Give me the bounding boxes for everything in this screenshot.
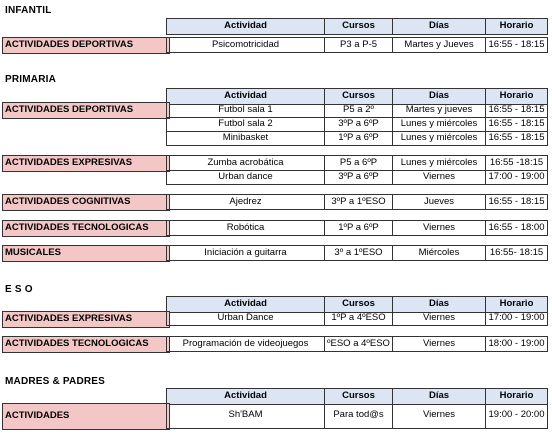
section-title-madres-padres: MADRES & PADRES xyxy=(5,376,106,387)
header-schedule: Horario xyxy=(486,89,548,104)
cell-courses: 3º a 1ºESO xyxy=(325,246,393,260)
header-activity: Actividad xyxy=(167,297,325,312)
table-row xyxy=(166,194,548,210)
cell-days: Lunes y miércoles xyxy=(393,131,486,145)
cell-days: Viernes xyxy=(393,221,486,235)
section-title-eso: E S O xyxy=(5,284,33,295)
table-row xyxy=(166,403,548,429)
category-label: MUSICALES xyxy=(2,245,170,262)
category-label: ACTIVIDADES COGNITIVAS xyxy=(2,194,170,211)
table-row xyxy=(166,220,548,236)
table-row xyxy=(166,117,548,132)
category-label: ACTIVIDADES DEPORTIVAS xyxy=(2,102,170,119)
cell-activity: Zumba acrobática xyxy=(167,156,325,170)
cell-activity: Urban dance xyxy=(167,170,325,184)
header-days: Días xyxy=(393,19,486,34)
table-row xyxy=(166,103,548,118)
header-courses: Cursos xyxy=(325,389,393,404)
cell-activity: Psicomotricidad xyxy=(167,38,325,52)
header-courses: Cursos xyxy=(325,297,393,312)
cell-time: 19:00 - 20:00 xyxy=(486,403,548,428)
cell-time: 16:55 - 18:15 xyxy=(486,117,548,131)
table-row xyxy=(166,245,548,261)
cell-activity: Futbol sala 2 xyxy=(167,117,325,131)
category-label: ACTIVIDADES EXPRESIVAS xyxy=(2,155,170,172)
cell-activity: Iniciación a guitarra xyxy=(167,246,325,260)
section-title-infantil: INFANTIL xyxy=(5,5,52,16)
cell-courses: ºESO a 4ºESO xyxy=(325,337,393,351)
cell-time: 16:55- 18:15 xyxy=(486,246,548,260)
cell-courses: 1ºP a 6ºP xyxy=(325,221,393,235)
header-days: Días xyxy=(393,297,486,312)
header-schedule: Horario xyxy=(486,297,548,312)
table-row xyxy=(166,336,548,352)
cell-activity: Robótica xyxy=(167,221,325,235)
table-row xyxy=(166,170,548,185)
table-row xyxy=(166,131,548,146)
header-activity: Actividad xyxy=(167,89,325,104)
header-courses: Cursos xyxy=(325,19,393,34)
cell-time: 18:00 - 19:00 xyxy=(486,337,548,351)
cell-days: Viernes xyxy=(393,170,486,184)
table-header xyxy=(166,18,548,35)
cell-time: 16:55 - 18:15 xyxy=(486,38,548,52)
cell-time: 16:55 - 18:00 xyxy=(486,221,548,235)
cell-time: 17:00 - 19:00 xyxy=(486,311,548,325)
section-title-primaria: PRIMARIA xyxy=(5,74,57,85)
table-row xyxy=(166,311,548,326)
category-label: ACTIVIDADES TECNOLOGICAS xyxy=(2,220,170,237)
cell-courses: Para tod@s xyxy=(325,403,393,428)
cell-courses: P3 a P-5 xyxy=(325,38,393,52)
cell-courses: P5 a 2º xyxy=(325,103,393,117)
cell-courses: 3ºP a 6ºP xyxy=(325,170,393,184)
header-schedule: Horario xyxy=(486,389,548,404)
cell-courses: 1ºP a 6ºP xyxy=(325,131,393,145)
cell-activity: Urban Dance xyxy=(167,311,325,325)
category-label: ACTIVIDADES xyxy=(2,403,170,430)
header-activity: Actividad xyxy=(167,389,325,404)
cell-days: Martes y Jueves xyxy=(393,38,486,52)
table-row xyxy=(166,155,548,171)
cell-days: Viernes xyxy=(393,337,486,351)
cell-courses: 3ºP a 1ºESO xyxy=(325,195,393,209)
header-schedule: Horario xyxy=(486,19,548,34)
header-days: Días xyxy=(393,89,486,104)
table-row xyxy=(166,37,548,53)
cell-time: 17:00 - 19:00 xyxy=(486,170,548,184)
cell-time: 16:55 - 18:15 xyxy=(486,131,548,145)
cell-activity: Sh'BAM xyxy=(167,403,325,428)
category-label: ACTIVIDADES EXPRESIVAS xyxy=(2,311,170,328)
header-days: Días xyxy=(393,389,486,404)
cell-courses: 1ºP a 4ºESO xyxy=(325,311,393,325)
header-courses: Cursos xyxy=(325,89,393,104)
cell-activity: Ajedrez xyxy=(167,195,325,209)
cell-days: Jueves xyxy=(393,195,486,209)
cell-courses: 3ºP a 6ºP xyxy=(325,117,393,131)
cell-time: 16:55 - 18:15 xyxy=(486,195,548,209)
cell-days: Lunes y miércoles xyxy=(393,117,486,131)
category-label: ACTIVIDADES TECNOLOGICAS xyxy=(2,336,170,353)
cell-activity: Futbol sala 1 xyxy=(167,103,325,117)
cell-activity: Programación de videojuegos xyxy=(167,337,325,351)
header-activity: Actividad xyxy=(167,19,325,34)
cell-days: Miércoles xyxy=(393,246,486,260)
cell-days: Martes y jueves xyxy=(393,103,486,117)
cell-courses: P5 a 6ºP xyxy=(325,156,393,170)
cell-days: Viernes xyxy=(393,311,486,325)
cell-time: 16:55 - 18:15 xyxy=(486,103,548,117)
category-label: ACTIVIDADES DEPORTIVAS xyxy=(2,37,170,54)
cell-activity: Minibasket xyxy=(167,131,325,145)
cell-days: Lunes y miércoles xyxy=(393,156,486,170)
cell-time: 16:55 -18:15 xyxy=(486,156,548,170)
cell-days: Viernes xyxy=(393,403,486,428)
